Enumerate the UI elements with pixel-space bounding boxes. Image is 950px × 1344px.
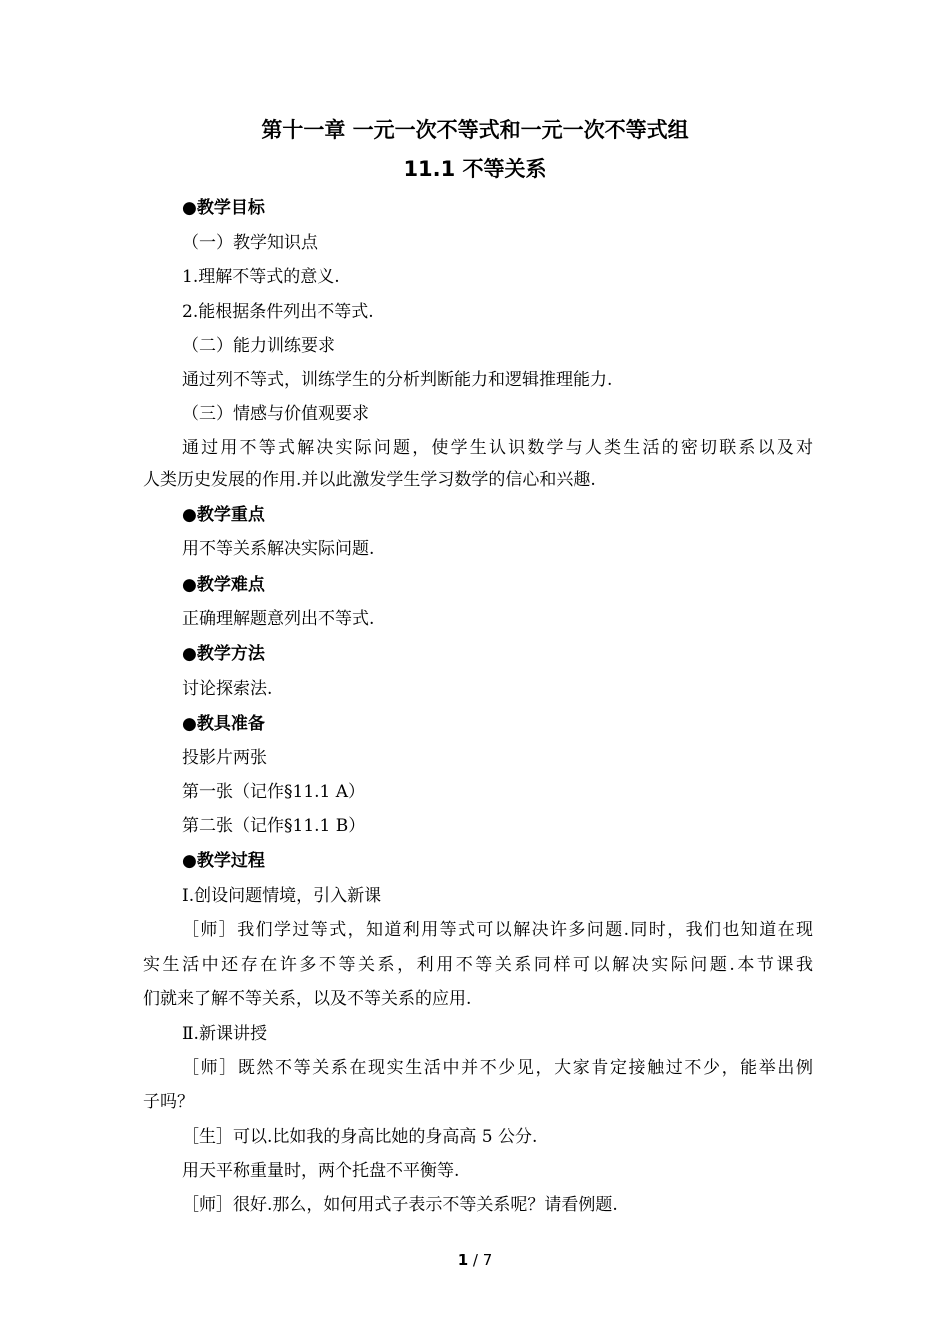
tools-text: 投影片两张 xyxy=(182,748,267,768)
difficulties-text: 正确理解题意列出不等式. xyxy=(182,609,375,629)
emotion-label: （三）情感与价值观要求 xyxy=(182,404,369,424)
paragraph-3: ［生］可以.比如我的身高比她的身高高 5 公分. xyxy=(182,1127,538,1147)
page-current: 1 xyxy=(457,1251,469,1269)
paragraph-4: 用天平称重量时，两个托盘不平衡等. xyxy=(182,1161,460,1181)
tools-slide-a: 第一张（记作§11.1 A） xyxy=(182,782,366,802)
emotion-text-line-2: 人类历史发展的作用.并以此激发学生学习数学的信心和兴趣. xyxy=(143,470,596,490)
ability-text: 通过列不等式，训练学生的分析判断能力和逻辑推理能力. xyxy=(182,370,613,390)
process-step-2: Ⅱ.新课讲授 xyxy=(182,1024,267,1044)
knowledge-label: （一）教学知识点 xyxy=(182,233,318,253)
heading-key-points: ●教学重点 xyxy=(182,505,265,525)
heading-tools: ●教具准备 xyxy=(182,714,265,734)
heading-method: ●教学方法 xyxy=(182,644,265,664)
page-separator: / xyxy=(468,1251,483,1269)
paragraph-1-line-1: ［师］我们学过等式，知道利用等式可以解决许多问题.同时，我们也知道在现 xyxy=(182,920,813,940)
knowledge-item-1: 1.理解不等式的意义. xyxy=(182,267,340,287)
process-step-1: Ⅰ.创设问题情境，引入新课 xyxy=(182,886,382,906)
emotion-text-line-1: 通过用不等式解决实际问题，使学生认识数学与人类生活的密切联系以及对 xyxy=(182,438,813,458)
heading-difficulties: ●教学难点 xyxy=(182,575,265,595)
ability-label: （二）能力训练要求 xyxy=(182,336,335,356)
chapter-title: 第十一章 一元一次不等式和一元一次不等式组 xyxy=(261,118,689,142)
paragraph-5: ［师］很好.那么，如何用式子表示不等关系呢？请看例题. xyxy=(182,1195,618,1215)
heading-objectives: ●教学目标 xyxy=(182,198,265,218)
key-points-text: 用不等关系解决实际问题. xyxy=(182,539,375,559)
method-text: 讨论探索法. xyxy=(182,679,273,699)
paragraph-2-line-1: ［师］既然不等关系在现实生活中并不少见，大家肯定接触过不少，能举出例 xyxy=(182,1058,813,1078)
paragraph-1-line-3: 们就来了解不等关系，以及不等关系的应用. xyxy=(143,989,472,1009)
tools-slide-b: 第二张（记作§11.1 B） xyxy=(182,816,366,836)
knowledge-item-2: 2.能根据条件列出不等式. xyxy=(182,302,374,322)
heading-process: ●教学过程 xyxy=(182,851,265,871)
paragraph-2-line-2: 子吗？ xyxy=(143,1092,194,1112)
paragraph-1-line-2: 实生活中还存在许多不等关系，利用不等关系同样可以解决实际问题.本节课我 xyxy=(143,955,813,975)
page-total: 7 xyxy=(482,1251,493,1269)
page-number xyxy=(0,1250,950,1270)
section-title: 11.1 不等关系 xyxy=(403,157,547,181)
